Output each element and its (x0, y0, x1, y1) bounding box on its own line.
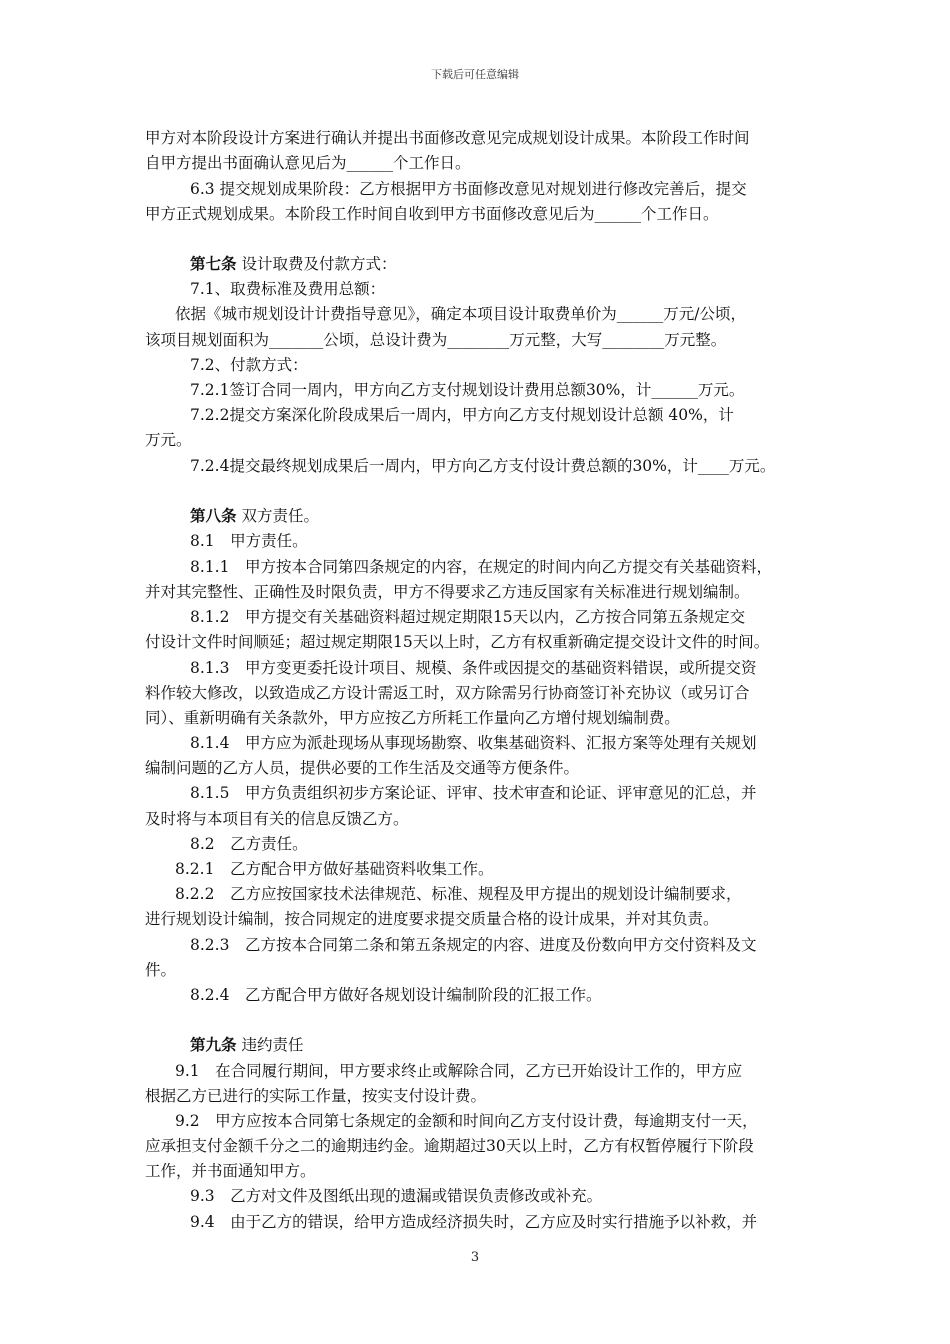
article-8-heading (190, 505, 319, 527)
paragraph-line: 9.3 乙方对文件及图纸出现的遗漏或错误负责修改或补充。 (190, 1187, 603, 1205)
paragraph-line: 根据乙方已进行的实际工作量，按实支付设计费。 (145, 1087, 487, 1105)
paragraph-line: 编制问题的乙方人员，提供必要的工作生活及交通等方便条件。 (145, 759, 580, 777)
paragraph-line: 8.1.3 甲方变更委托设计项目、规模、条件或因提交的基础资料错误，或所提交资 (190, 659, 757, 677)
article-label: 第七条 (190, 254, 237, 273)
paragraph-line: 9.4 由于乙方的错误，给甲方造成经济损失时，乙方应及时实行措施予以补救，并 (190, 1213, 758, 1231)
paragraph-line: 8.1.1 甲方按本合同第四条规定的内容，在规定的时间内向乙方提交有关基础资料， (190, 558, 772, 576)
paragraph-line: 甲方正式规划成果。本阶段工作时间自收到甲方书面修改意见后为______个工作日。 (145, 205, 719, 223)
page-number: 3 (470, 1250, 480, 1265)
article-title: 违约责任 (241, 1036, 304, 1054)
page-header: 下载后可任意编辑 (431, 68, 519, 81)
paragraph-line: 进行规划设计编制，按合同规定的进度要求提交质量合格的设计成果，并对其负责。 (145, 910, 719, 928)
article-title: 设计取费及付款方式： (241, 255, 397, 273)
article-9-heading (190, 1034, 303, 1056)
paragraph-line: 9.2 甲方应按本合同第七条规定的金额和时间向乙方支付设计费，每逾期支付一天， (175, 1112, 758, 1130)
paragraph-line: 8.1.4 甲方应为派赴现场从事现场勘察、收集基础资料、汇报方案等处理有关规划 (190, 734, 757, 752)
paragraph-line: 同）、重新明确有关条款外，甲方应按乙方所耗工作量向乙方增付规划编制费。 (145, 709, 680, 727)
paragraph-line: 工作，并书面通知甲方。 (145, 1162, 316, 1180)
article-7-heading (190, 253, 396, 275)
paragraph-line: 8.2.1 乙方配合甲方做好基础资料收集工作。 (175, 860, 494, 878)
paragraph-line: 应承担支付金额千分之二的逾期违约金。逾期超过30天以上时，乙方有权暂停履行下阶段 (145, 1137, 754, 1155)
paragraph-line: 甲方对本阶段设计方案进行确认并提出书面修改意见完成规划设计成果。本阶段工作时间 (145, 129, 750, 147)
paragraph-line: 8.1.5 甲方负责组织初步方案论证、评审、技术审查和论证、评审意见的汇总，并 (190, 784, 757, 802)
paragraph-line: 7.2、付款方式： (190, 356, 308, 374)
paragraph-line: 6.3 提交规划成果阶段：乙方根据甲方书面修改意见对规划进行修改完善后，提交 (190, 180, 747, 198)
paragraph-line: 8.1 甲方责任。 (190, 532, 308, 550)
article-label: 第八条 (190, 506, 237, 525)
paragraph-line: 8.2.4 乙方配合甲方做好各规划设计编制阶段的汇报工作。 (190, 986, 602, 1004)
article-title: 双方责任。 (241, 507, 319, 525)
paragraph-line: 件。 (145, 961, 177, 979)
paragraph-line: 料作较大修改，以致造成乙方设计需返工时，双方除需另行协商签订补充协议（或另订合 (145, 684, 750, 702)
article-label: 第九条 (190, 1035, 237, 1054)
paragraph-line: 该项目规划面积为_______公顷，总设计费为________万元整，大写________万元整。 (145, 331, 727, 349)
paragraph-line: 8.2.3 乙方按本合同第二条和第五条规定的内容、进度及份数向甲方交付资料及文 (190, 936, 757, 954)
paragraph-line: 付设计文件时间顺延；超过规定期限15天以上时，乙方有权重新确定提交设计文件的时间。 (145, 633, 770, 651)
paragraph-line: 8.1.2 甲方提交有关基础资料超过规定期限15天以内，乙方按合同第五条规定交 (190, 608, 746, 626)
paragraph-line: 依据《城市规划设计计费指导意见》，确定本项目设计取费单价为______万元/公顷， (175, 305, 746, 323)
paragraph-line: 及时将与本项目有关的信息反馈乙方。 (145, 810, 409, 828)
paragraph-line: 自甲方提出书面确认意见后为______个工作日。 (145, 154, 471, 172)
paragraph-line: 7.1、取费标准及费用总额： (190, 280, 386, 298)
paragraph-line: 8.2 乙方责任。 (190, 835, 308, 853)
paragraph-line: 8.2.2 乙方应按国家技术法律规范、标准、规程及甲方提出的规划设计编制要求， (175, 885, 742, 903)
paragraph-line: 7.2.2提交方案深化阶段成果后一周内，甲方向乙方支付规划设计总额 40%，计 (190, 406, 734, 424)
paragraph-line: 7.2.1签订合同一周内，甲方向乙方支付规划设计费用总额30%，计______万元。 (190, 381, 745, 399)
paragraph-line: 万元。 (145, 431, 192, 449)
paragraph-line: 并对其完整性、正确性及时限负责，甲方不得要求乙方违反国家有关标准进行规划编制。 (145, 583, 750, 601)
paragraph-line: 9.1 在合同履行期间，甲方要求终止或解除合同，乙方已开始设计工作的，甲方应 (175, 1062, 743, 1080)
paragraph-line: 7.2.4提交最终规划成果后一周内，甲方向乙方支付设计费总额的30%，计____万元。 (190, 457, 776, 475)
